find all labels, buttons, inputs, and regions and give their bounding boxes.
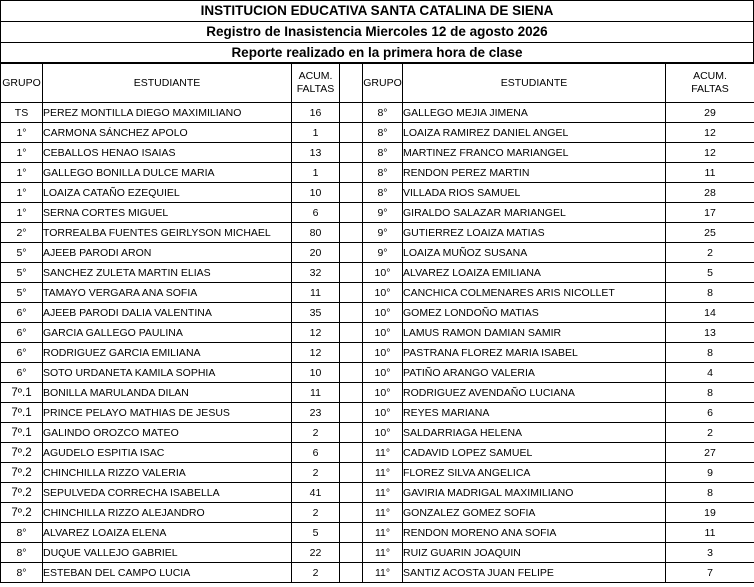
- grupo-cell: 1°: [1, 203, 43, 223]
- grupo-cell: 10°: [363, 343, 403, 363]
- faltas-cell: 11: [292, 383, 340, 403]
- student-name-cell: PRINCE PELAYO MATHIAS DE JESUS: [43, 403, 292, 423]
- table-row: [1, 323, 754, 343]
- student-name-cell: GAVIRIA MADRIGAL MAXIMILIANO: [403, 483, 666, 503]
- column-gap: [340, 343, 363, 363]
- column-gap: [340, 163, 363, 183]
- faltas-cell: 11: [666, 523, 754, 543]
- student-name-cell: LOAIZA MUÑOZ SUSANA: [403, 243, 666, 263]
- student-name-cell: SOTO URDANETA KAMILA SOPHIA: [43, 363, 292, 383]
- faltas-cell: 8: [666, 483, 754, 503]
- column-gap: [340, 423, 363, 443]
- table-row: [1, 463, 754, 483]
- grupo-cell: 1°: [1, 183, 43, 203]
- student-name-cell: GOMEZ LONDOÑO MATIAS: [403, 303, 666, 323]
- column-gap: [340, 283, 363, 303]
- column-gap: [340, 203, 363, 223]
- faltas-cell: 10: [292, 363, 340, 383]
- faltas-cell: 6: [292, 203, 340, 223]
- student-name-cell: RENDON MORENO ANA SOFIA: [403, 523, 666, 543]
- grupo-cell: 7º.2: [1, 463, 43, 483]
- student-name-cell: GIRALDO SALAZAR MARIANGEL: [403, 203, 666, 223]
- table-row: [1, 363, 754, 383]
- table-row: [1, 563, 754, 583]
- student-name-cell: BONILLA MARULANDA DILAN: [43, 383, 292, 403]
- faltas-cell: 12: [666, 123, 754, 143]
- grupo-cell: 8°: [363, 123, 403, 143]
- grupo-cell: TS: [1, 103, 43, 123]
- faltas-cell: 3: [666, 543, 754, 563]
- column-gap: [340, 303, 363, 323]
- grupo-cell: 10°: [363, 403, 403, 423]
- student-name-cell: SERNA CORTES MIGUEL: [43, 203, 292, 223]
- student-name-cell: VILLADA RIOS SAMUEL: [403, 183, 666, 203]
- grupo-cell: 8°: [363, 103, 403, 123]
- table-row: [1, 123, 754, 143]
- grupo-cell: 6°: [1, 343, 43, 363]
- student-name-cell: TORREALBA FUENTES GEIRLYSON MICHAEL: [43, 223, 292, 243]
- faltas-cell: 2: [666, 243, 754, 263]
- grupo-cell: 11°: [363, 443, 403, 463]
- student-name-cell: DUQUE VALLEJO GABRIEL: [43, 543, 292, 563]
- grupo-cell: 11°: [363, 503, 403, 523]
- grupo-cell: 9°: [363, 243, 403, 263]
- table-row: [1, 383, 754, 403]
- grupo-cell: 6°: [1, 303, 43, 323]
- faltas-cell: 12: [292, 323, 340, 343]
- student-name-cell: LOAIZA CATAÑO EZEQUIEL: [43, 183, 292, 203]
- column-gap: [340, 64, 363, 103]
- column-gap: [340, 243, 363, 263]
- grupo-cell: 8°: [1, 523, 43, 543]
- table-row: [1, 183, 754, 203]
- student-name-cell: GALLEGO BONILLA DULCE MARIA: [43, 163, 292, 183]
- report-title: Reporte realizado en la primera hora de clase: [0, 42, 754, 63]
- faltas-cell: 8: [666, 383, 754, 403]
- student-name-cell: REYES MARIANA: [403, 403, 666, 423]
- faltas-cell: 7: [666, 563, 754, 583]
- student-name-cell: CHINCHILLA RIZZO VALERIA: [43, 463, 292, 483]
- column-gap: [340, 443, 363, 463]
- student-name-cell: GUTIERREZ LOAIZA MATIAS: [403, 223, 666, 243]
- absence-table: [0, 63, 754, 583]
- estudiante-header-left: ESTUDIANTE: [43, 64, 292, 103]
- student-name-cell: ALVAREZ LOAIZA EMILIANA: [403, 263, 666, 283]
- student-name-cell: SALDARRIAGA HELENA: [403, 423, 666, 443]
- grupo-header-right: GRUPO: [363, 64, 403, 103]
- table-row: [1, 103, 754, 123]
- faltas-cell: 5: [292, 523, 340, 543]
- grupo-cell: 6°: [1, 363, 43, 383]
- grupo-cell: 11°: [363, 563, 403, 583]
- student-name-cell: GONZALEZ GOMEZ SOFIA: [403, 503, 666, 523]
- faltas-cell: 4: [666, 363, 754, 383]
- grupo-cell: 10°: [363, 363, 403, 383]
- student-name-cell: CADAVID LOPEZ SAMUEL: [403, 443, 666, 463]
- faltas-cell: 6: [666, 403, 754, 423]
- faltas-cell: 2: [666, 423, 754, 443]
- grupo-cell: 7º.1: [1, 423, 43, 443]
- student-name-cell: SANTIZ ACOSTA JUAN FELIPE: [403, 563, 666, 583]
- table-row: [1, 483, 754, 503]
- table-row: [1, 543, 754, 563]
- faltas-header-right: ACUM. FALTAS: [666, 64, 754, 103]
- grupo-cell: 8°: [1, 543, 43, 563]
- student-name-cell: GALINDO OROZCO MATEO: [43, 423, 292, 443]
- column-gap: [340, 383, 363, 403]
- column-gap: [340, 143, 363, 163]
- faltas-cell: 22: [292, 543, 340, 563]
- grupo-cell: 9°: [363, 223, 403, 243]
- estudiante-header-right: ESTUDIANTE: [403, 64, 666, 103]
- grupo-cell: 11°: [363, 543, 403, 563]
- faltas-cell: 25: [666, 223, 754, 243]
- faltas-cell: 11: [666, 163, 754, 183]
- faltas-cell: 20: [292, 243, 340, 263]
- student-name-cell: GARCIA GALLEGO PAULINA: [43, 323, 292, 343]
- faltas-cell: 1: [292, 163, 340, 183]
- faltas-header-left: ACUM. FALTAS: [292, 64, 340, 103]
- school-title: INSTITUCION EDUCATIVA SANTA CATALINA DE SIENA: [0, 0, 754, 21]
- register-title: Registro de Inasistencia Miercoles 12 de agosto 2026: [0, 21, 754, 42]
- faltas-cell: 2: [292, 423, 340, 443]
- table-row: [1, 223, 754, 243]
- table-row: [1, 443, 754, 463]
- student-name-cell: AJEEB PARODI DALIA VALENTINA: [43, 303, 292, 323]
- column-gap: [340, 183, 363, 203]
- grupo-cell: 7º.2: [1, 483, 43, 503]
- grupo-cell: 10°: [363, 323, 403, 343]
- student-name-cell: AJEEB PARODI ARON: [43, 243, 292, 263]
- faltas-cell: 27: [666, 443, 754, 463]
- grupo-cell: 8°: [363, 183, 403, 203]
- faltas-cell: 16: [292, 103, 340, 123]
- student-name-cell: CARMONA SÁNCHEZ APOLO: [43, 123, 292, 143]
- grupo-cell: 10°: [363, 303, 403, 323]
- student-name-cell: RODRIGUEZ GARCIA EMILIANA: [43, 343, 292, 363]
- grupo-cell: 11°: [363, 523, 403, 543]
- table-row: [1, 523, 754, 543]
- grupo-cell: 1°: [1, 143, 43, 163]
- column-gap: [340, 483, 363, 503]
- grupo-cell: 8°: [363, 143, 403, 163]
- table-row: [1, 403, 754, 423]
- grupo-cell: 8°: [1, 563, 43, 583]
- grupo-cell: 11°: [363, 463, 403, 483]
- grupo-cell: 7º.1: [1, 383, 43, 403]
- faltas-cell: 12: [666, 143, 754, 163]
- faltas-cell: 1: [292, 123, 340, 143]
- student-name-cell: PATIÑO ARANGO VALERIA: [403, 363, 666, 383]
- student-name-cell: MARTINEZ FRANCO MARIANGEL: [403, 143, 666, 163]
- student-name-cell: CHINCHILLA RIZZO ALEJANDRO: [43, 503, 292, 523]
- student-name-cell: ESTEBAN DEL CAMPO LUCIA: [43, 563, 292, 583]
- column-gap: [340, 523, 363, 543]
- grupo-cell: 2°: [1, 223, 43, 243]
- grupo-cell: 6°: [1, 323, 43, 343]
- column-gap: [340, 463, 363, 483]
- faltas-cell: 13: [666, 323, 754, 343]
- grupo-cell: 8°: [363, 163, 403, 183]
- faltas-cell: 8: [666, 283, 754, 303]
- column-gap: [340, 403, 363, 423]
- faltas-cell: 5: [666, 263, 754, 283]
- student-name-cell: RUIZ GUARIN JOAQUIN: [403, 543, 666, 563]
- faltas-cell: 17: [666, 203, 754, 223]
- column-gap: [340, 363, 363, 383]
- student-name-cell: CEBALLOS HENAO ISAIAS: [43, 143, 292, 163]
- column-gap: [340, 543, 363, 563]
- student-name-cell: SANCHEZ ZULETA MARTIN ELIAS: [43, 263, 292, 283]
- table-row: [1, 203, 754, 223]
- column-gap: [340, 323, 363, 343]
- student-name-cell: RENDON PEREZ MARTIN: [403, 163, 666, 183]
- grupo-cell: 10°: [363, 423, 403, 443]
- table-row: [1, 503, 754, 523]
- faltas-cell: 10: [292, 183, 340, 203]
- table-row: [1, 163, 754, 183]
- faltas-cell: 23: [292, 403, 340, 423]
- grupo-cell: 1°: [1, 123, 43, 143]
- student-name-cell: GALLEGO MEJIA JIMENA: [403, 103, 666, 123]
- grupo-cell: 10°: [363, 283, 403, 303]
- column-gap: [340, 123, 363, 143]
- student-name-cell: PEREZ MONTILLA DIEGO MAXIMILIANO: [43, 103, 292, 123]
- grupo-cell: 1°: [1, 163, 43, 183]
- grupo-header-left: GRUPO: [1, 64, 43, 103]
- faltas-cell: 32: [292, 263, 340, 283]
- table-row: [1, 143, 754, 163]
- grupo-cell: 7º.2: [1, 443, 43, 463]
- column-gap: [340, 103, 363, 123]
- table-row: [1, 263, 754, 283]
- faltas-cell: 80: [292, 223, 340, 243]
- column-gap: [340, 263, 363, 283]
- table-row: [1, 343, 754, 363]
- column-header-row: [1, 64, 754, 103]
- column-gap: [340, 223, 363, 243]
- faltas-cell: 6: [292, 443, 340, 463]
- grupo-cell: 5°: [1, 243, 43, 263]
- grupo-cell: 7º.1: [1, 403, 43, 423]
- table-row: [1, 423, 754, 443]
- grupo-cell: 5°: [1, 263, 43, 283]
- faltas-cell: 12: [292, 343, 340, 363]
- faltas-cell: 13: [292, 143, 340, 163]
- student-name-cell: SEPULVEDA CORRECHA ISABELLA: [43, 483, 292, 503]
- faltas-cell: 9: [666, 463, 754, 483]
- faltas-cell: 14: [666, 303, 754, 323]
- faltas-cell: 11: [292, 283, 340, 303]
- grupo-cell: 9°: [363, 203, 403, 223]
- grupo-cell: 10°: [363, 383, 403, 403]
- student-name-cell: ALVAREZ LOAIZA ELENA: [43, 523, 292, 543]
- student-name-cell: TAMAYO VERGARA ANA SOFIA: [43, 283, 292, 303]
- faltas-cell: 8: [666, 343, 754, 363]
- student-name-cell: AGUDELO ESPITIA ISAC: [43, 443, 292, 463]
- student-name-cell: CANCHICA COLMENARES ARIS NICOLLET: [403, 283, 666, 303]
- student-name-cell: RODRIGUEZ AVENDAÑO LUCIANA: [403, 383, 666, 403]
- table-row: [1, 283, 754, 303]
- column-gap: [340, 503, 363, 523]
- table-row: [1, 243, 754, 263]
- faltas-cell: 2: [292, 463, 340, 483]
- faltas-cell: 35: [292, 303, 340, 323]
- grupo-cell: 10°: [363, 263, 403, 283]
- grupo-cell: 7º.2: [1, 503, 43, 523]
- faltas-cell: 28: [666, 183, 754, 203]
- student-name-cell: PASTRANA FLOREZ MARIA ISABEL: [403, 343, 666, 363]
- student-name-cell: LOAIZA RAMIREZ DANIEL ANGEL: [403, 123, 666, 143]
- faltas-cell: 2: [292, 503, 340, 523]
- faltas-cell: 29: [666, 103, 754, 123]
- faltas-cell: 2: [292, 563, 340, 583]
- grupo-cell: 11°: [363, 483, 403, 503]
- student-name-cell: LAMUS RAMON DAMIAN SAMIR: [403, 323, 666, 343]
- column-gap: [340, 563, 363, 583]
- faltas-cell: 41: [292, 483, 340, 503]
- faltas-cell: 19: [666, 503, 754, 523]
- student-name-cell: FLOREZ SILVA ANGELICA: [403, 463, 666, 483]
- table-row: [1, 303, 754, 323]
- grupo-cell: 5°: [1, 283, 43, 303]
